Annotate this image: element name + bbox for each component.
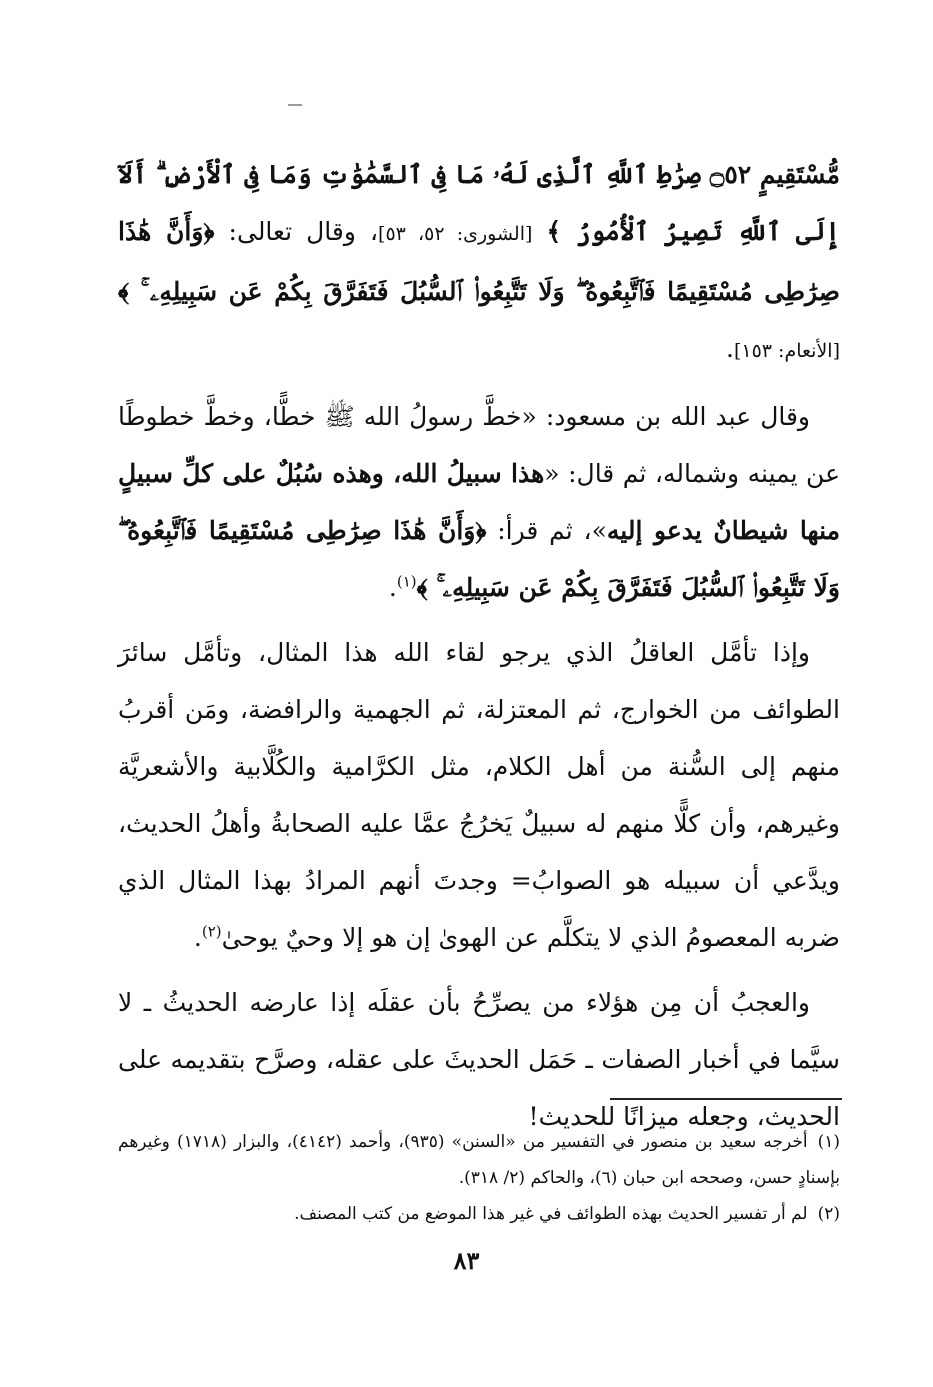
quran-verse: مُّسْتَقِيمٍ ۝٥٢ صِرَٰطِ ٱللَّهِ ٱلَّذِى لَهُۥ مَا فِى ٱلسَّمَٰوَٰتِ وَمَا فِى ٱلْأَرْضِ ۗ أَلَآ إِلَى ٱللَّهِ تَصِيرُ ٱلْأُمُورُ ﴾ [118, 160, 840, 246]
narration-text: وقال عبد الله بن مسعود: «خطَّ رسولُ الله ﷺ خطًّا، وخطَّ خطوطًا عن يمينه وشماله، ثم قال: « [118, 402, 841, 488]
paragraph-2 [118, 388, 840, 616]
punctuation: . [726, 334, 734, 363]
quran-verse: ﴿وَأَنَّ هَٰذَا صِرَٰطِى مُسْتَقِيمًا فَٱتَّبِعُوهُ ۖ وَلَا تَتَّبِعُوا۟ ٱلسُّبُلَ فَتَفَرَّقَ بِكُمْ عَن سَبِيلِهِۦ ۚ ﴾ [118, 516, 840, 602]
paragraph-1 [118, 146, 840, 380]
paragraph-3 [118, 624, 840, 966]
narration-text: »، ثم قرأ: [486, 516, 607, 545]
paragraph-4 [118, 974, 840, 1145]
punctuation: . [388, 573, 397, 602]
footnote-1 [118, 1124, 840, 1196]
verse-reference: [الأنعام: ١٥٣] [733, 340, 840, 362]
body-paragraph-text: والعجبُ أن مِن هؤلاء من يصرِّحُ بأن عقلَه إذا عارضه الحديثُ ـ لا سيَّما في أخبار الصفات ـ حَمَل الحديثَ على عقله، وصرَّح بتقديمه على الحديث، وجعله ميزانًا للحديث! [118, 988, 840, 1131]
footnote-number: (٢) [817, 1204, 840, 1224]
punctuation: . [193, 923, 202, 952]
main-text [118, 146, 840, 1153]
footnote-number: (١) [817, 1132, 840, 1152]
body-paragraph-text: وإذا تأمَّل العاقلُ الذي يرجو لقاء الله هذا المثال، وتأمَّل سائرَ الطوائف من الخوارج، ثم المعتزلة، ثم الجهمية والرافضة، ومَن أقربُ منهم إلى السُّنة من أهل الكلام، مثل الكرَّامية والكُلَّابية والأشعريَّة وغيرهم، وأن كلًّا منهم له سبيلٌ يَخرُجُ عمَّا عليه الصحابةُ وأهلُ الحديث، ويدَّعي أن سبيله هو الصوابُ= وجدتَ أنهم المرادُ بهذا المثال الذي ضربه المعصومُ الذي لا يتكلَّم عن الهوىٰ إن هو إلا وحيٌ يوحىٰ [118, 638, 840, 952]
footnote-text: لم أر تفسير الحديث بهذه الطوائف في غير هذا الموضع من كتب المصنف. [294, 1204, 808, 1224]
hadith-text: هذا سبيلُ الله، وهذه سُبُلٌ على كلِّ سبيلٍ منها شيطانٌ يدعو إليه [118, 459, 841, 545]
footnotes [118, 1124, 840, 1232]
footnote-2 [118, 1196, 840, 1232]
quran-verse: ﴿وَأَنَّ هَٰذَا صِرَٰطِى مُسْتَقِيمًا فَٱتَّبِعُوهُ ۖ وَلَا تَتَّبِعُوا۟ ٱلسُّبُلَ فَتَفَرَّقَ بِكُمْ عَن سَبِيلِهِۦ ۚ ﴾ [118, 217, 840, 306]
verse-reference: [الشورى: ٥٢، ٥٣] [378, 223, 533, 245]
footnote-text: أخرجه سعيد بن منصور في التفسير من «السنن» (٩٣٥)، وأحمد (٤١٤٢)، والبزار (١٧١٨) وغيرهم بإسنادٍ حسن، وصححه ابن حبان (٦)، والحاكم (٢/ ٣١٨). [118, 1132, 840, 1188]
page-number: ٨٣ [453, 1246, 480, 1275]
footnote-separator [610, 1098, 842, 1100]
footnote-marker[interactable]: (٢) [201, 922, 222, 941]
connector-text: ، وقال تعالى: [214, 217, 379, 246]
footnote-marker[interactable]: (١) [396, 572, 417, 591]
header-mark [288, 104, 302, 106]
